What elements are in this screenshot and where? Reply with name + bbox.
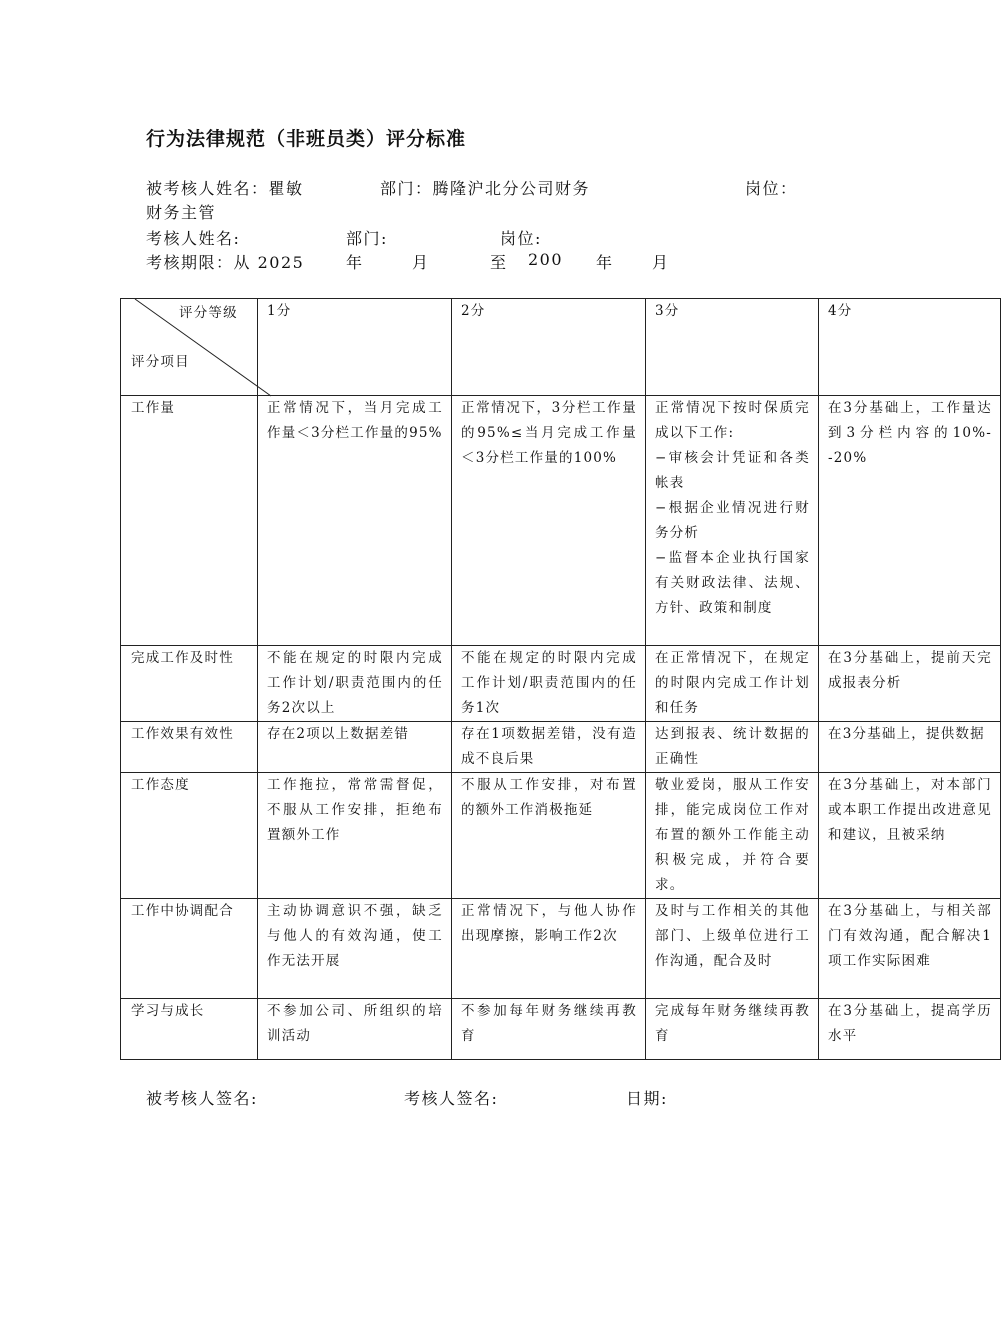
table-cell: 在3分基础上，提高学历水平 [819,999,1001,1060]
examiner-signature: 考核人签名: [404,1089,499,1108]
table-cell: 主动协调意识不强，缺乏与他人的有效沟通，使工作无法开展 [258,899,452,999]
score-item-label: 评分项目 [131,354,190,370]
period-year-start: 200 [528,250,564,269]
score-header-2: 2分 [452,299,646,396]
table-row [121,999,1001,1060]
table-cell: 不能在规定的时限内完成工作计划/职责范围内的任务1次 [452,646,646,722]
post-label: 岗位： [745,179,798,198]
score-header-4: 4分 [819,299,1001,396]
row-item-timeliness: 完成工作及时性 [121,646,258,722]
row-item-workload: 工作量 [121,396,258,646]
score-header-1: 1分 [258,299,452,396]
period-year-1: 年 [346,253,364,272]
table-cell: 及时与工作相关的其他部门、上级单位进行工作沟通，配合及时 [646,899,819,999]
sign-date: 日期: [626,1089,668,1108]
table-cell: 达到报表、统计数据的正确性 [646,722,819,773]
examiner-name: 考核人姓名: [146,229,241,248]
header-row [121,299,1001,396]
table-cell: 在3分基础上，提供数据 [819,722,1001,773]
period-year-2: 年 [596,253,614,272]
table-cell: 不参加每年财务继续再教育 [452,999,646,1060]
period-prefix: 考核期限：从 2025 [146,253,305,272]
table-cell: 正常情况下按时保质完成以下工作: −审核会计凭证和各类帐表 −根据企业情况进行财务分析 −监督本企业执行国家有关财政法律、法规、方针、政策和制度 [646,396,819,646]
diagonal-header-cell [121,299,258,396]
table-cell: 存在2项以上数据差错 [258,722,452,773]
table-cell: 敬业爱岗，服从工作安排，能完成岗位工作对布置的额外工作能主动积极完成，并符合要求。 [646,773,819,899]
examinee-signature: 被考核人签名: [146,1089,258,1108]
period-to: 至 [490,253,508,272]
row-item-learning: 学习与成长 [121,999,258,1060]
table-cell: 在3分基础上，与相关部门有效沟通，配合解决1项工作实际困难 [819,899,1001,999]
table-cell: 在3分基础上，提前天完成报表分析 [819,646,1001,722]
table-row [121,396,1001,646]
scoring-table [120,298,1001,1060]
row-item-coordination: 工作中协调配合 [121,899,258,999]
table-cell: 正常情况下，3分栏工作量的95%≤当月完成工作量＜3分栏工作量的100% [452,396,646,646]
table-cell: 在3分基础上，对本部门或本职工作提出改进意见和建议，且被采纳 [819,773,1001,899]
row-item-effectiveness: 工作效果有效性 [121,722,258,773]
page-title: 行为法律规范（非班员类）评分标准 [146,128,467,150]
examiner-department: 部门: [346,229,388,248]
period-month-1: 月 [412,253,430,272]
row-item-attitude: 工作态度 [121,773,258,899]
table-cell: 不参加公司、所组织的培训活动 [258,999,452,1060]
table-row [121,722,1001,773]
table-cell: 在3分基础上，工作量达到3分栏内容的10%--20% [819,396,1001,646]
examinee-name: 被考核人姓名：瞿敏 [146,179,304,198]
table-cell: 工作拖拉，常常需督促，不服从工作安排，拒绝布置额外工作 [258,773,452,899]
table-row [121,899,1001,999]
table-cell: 在正常情况下，在规定的时限内完成工作计划和任务 [646,646,819,722]
table-cell: 正常情况下，当月完成工作量＜3分栏工作量的95% [258,396,452,646]
table-row [121,646,1001,722]
table-row [121,773,1001,899]
department: 部门：腾隆沪北分公司财务 [380,179,591,198]
table-cell: 正常情况下，与他人协作出现摩擦，影响工作2次 [452,899,646,999]
period-month-2: 月 [652,253,670,272]
score-header-3: 3分 [646,299,819,396]
score-level-label: 评分等级 [179,305,238,321]
examiner-post: 岗位: [500,229,542,248]
post-value: 财务主管 [146,203,217,222]
table-cell: 完成每年财务继续再教育 [646,999,819,1060]
table-cell: 存在1项数据差错，没有造成不良后果 [452,722,646,773]
table-cell: 不能在规定的时限内完成工作计划/职责范围内的任务2次以上 [258,646,452,722]
table-cell: 不服从工作安排，对布置的额外工作消极拖延 [452,773,646,899]
